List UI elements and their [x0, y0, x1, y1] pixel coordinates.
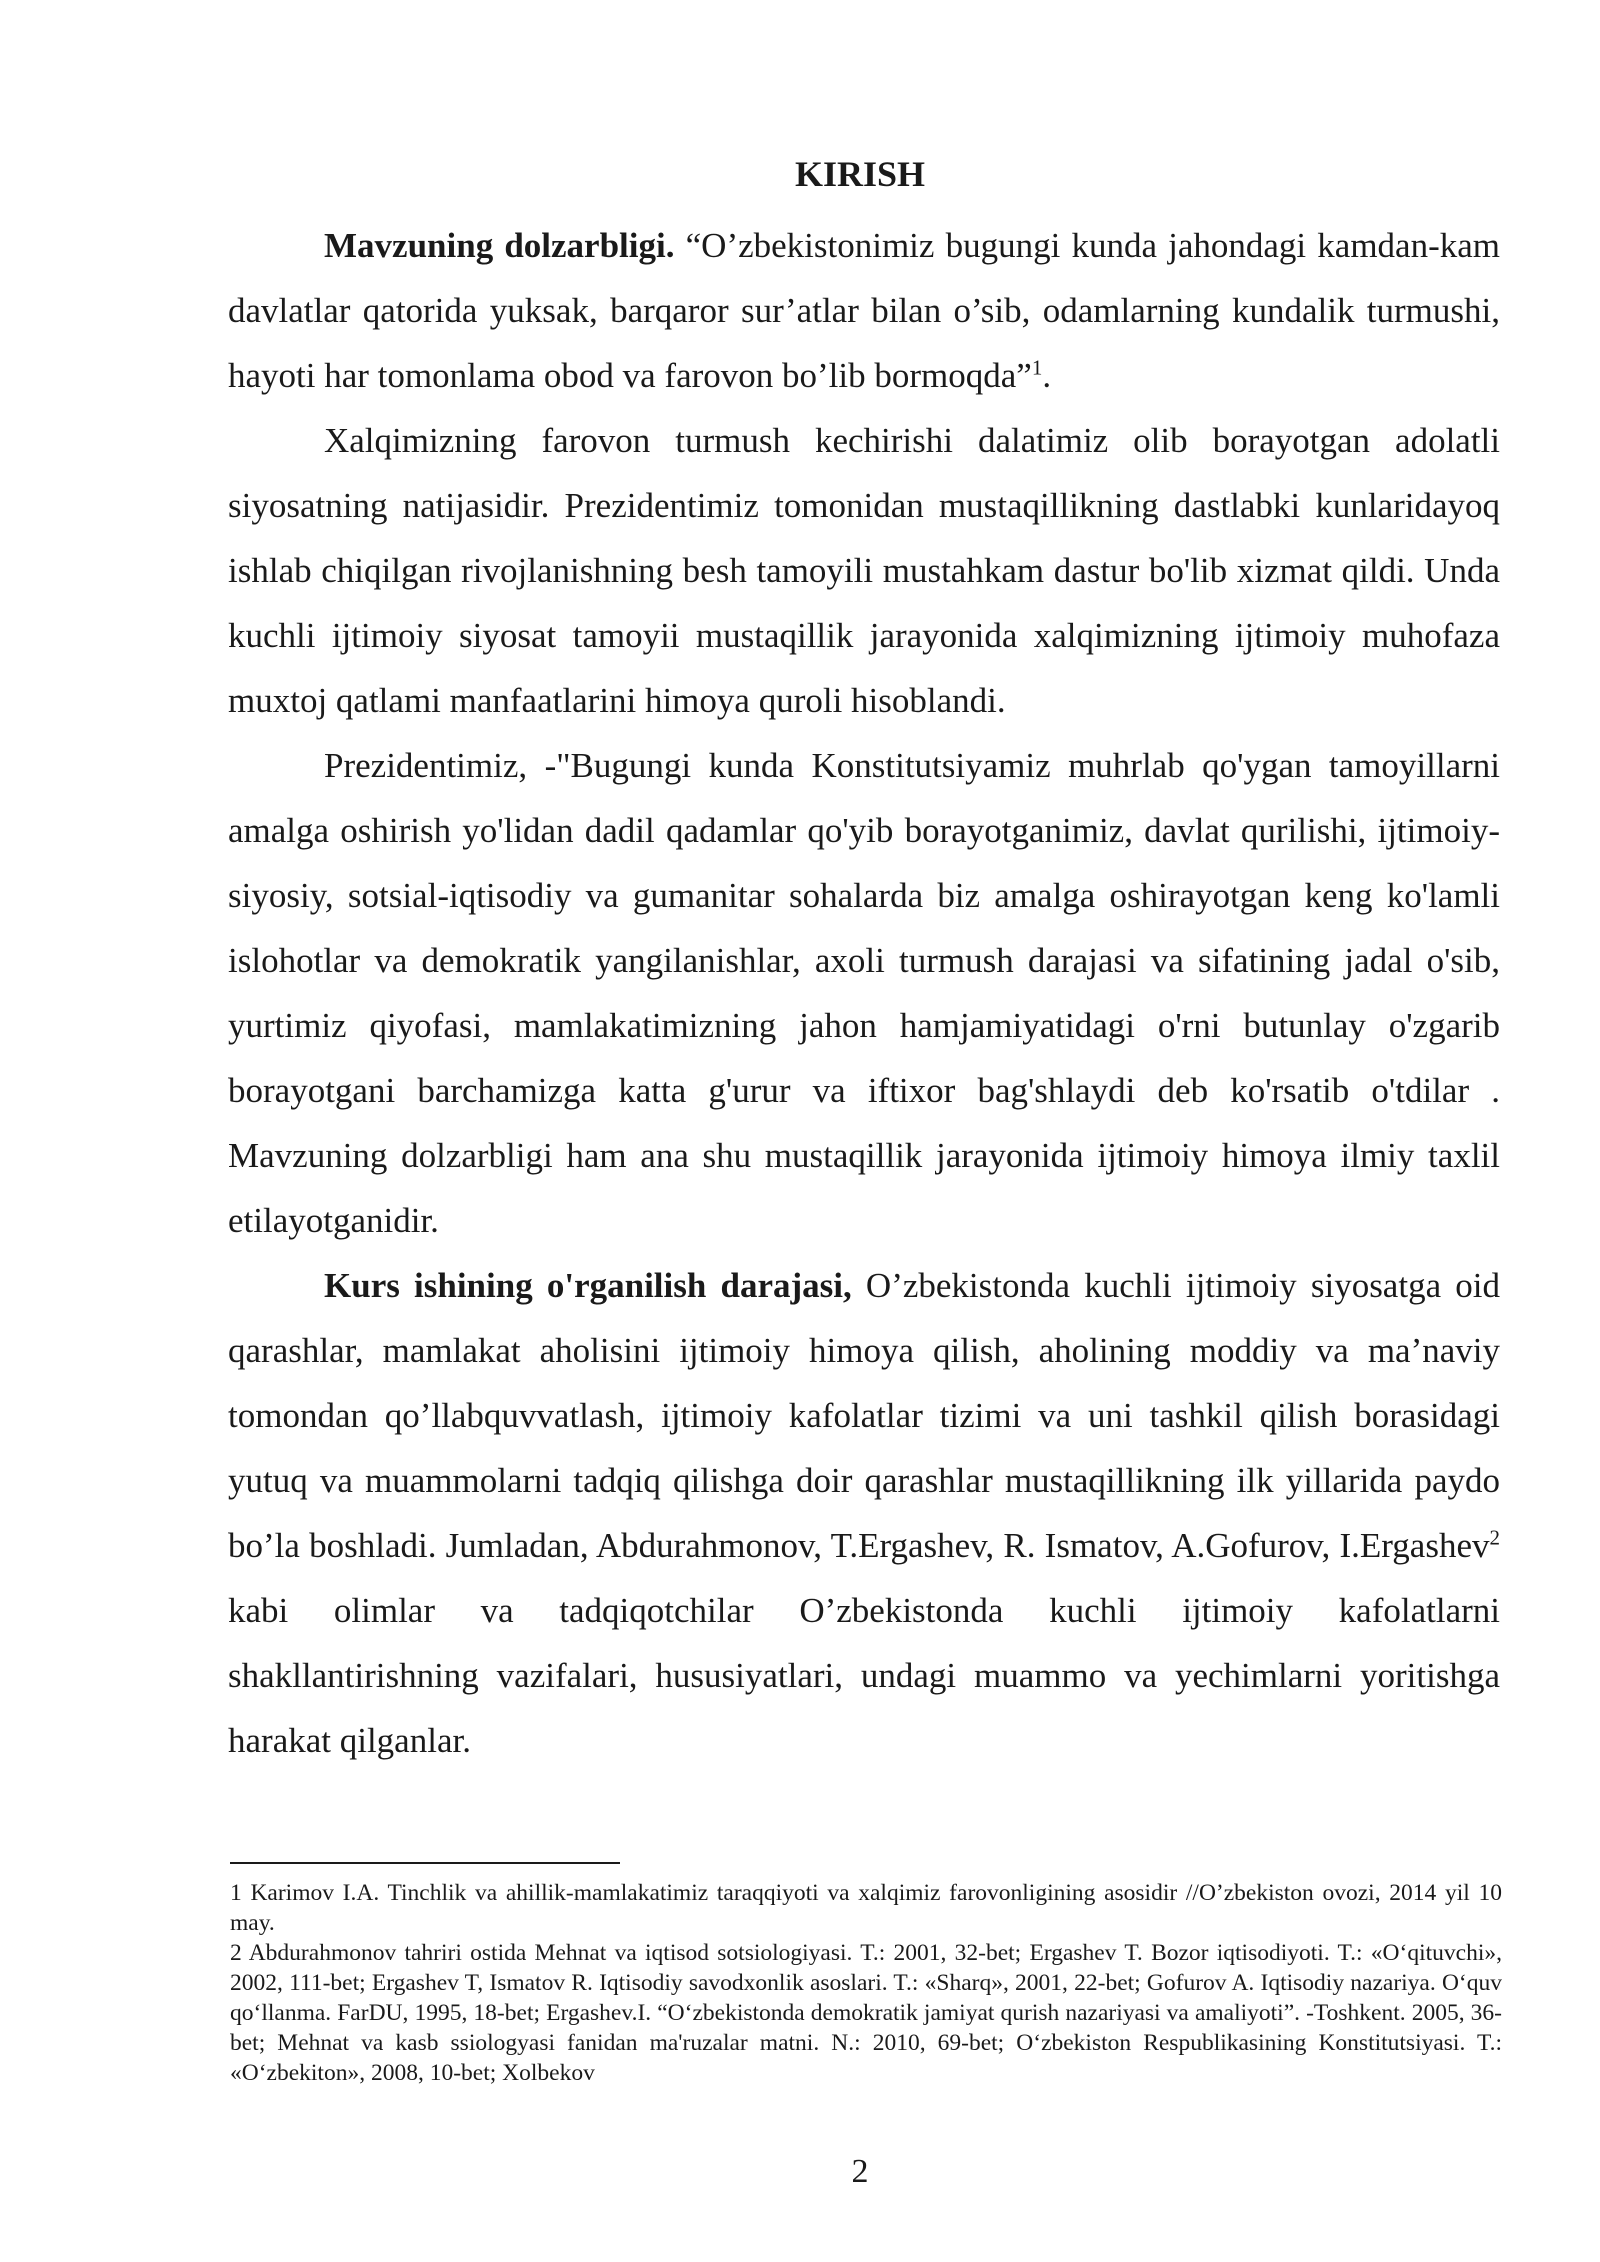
paragraph-lead-relevance: Mavzuning dolzarbligi.	[324, 226, 675, 265]
paragraph-tail: .	[1042, 356, 1052, 395]
footnote-ref-2: 2	[1489, 1525, 1500, 1550]
footnotes	[230, 1878, 1502, 2088]
page-number: 2	[851, 2153, 869, 2190]
paragraph-president-quote	[228, 733, 1500, 1253]
paragraph-text: “O’zbekistonimiz bugungi kunda jahondagi kamdan-kam davlatlar qatorida yuksak, barqaror sur’atlar bilan o’sib, odamlarning kundalik turmushi, hayoti har tomonlama obod va farovon bo’lib bormoqda”	[228, 226, 1500, 395]
footnote-ref-1: 1	[1031, 355, 1043, 380]
footnote-separator	[230, 1862, 620, 1864]
body-text	[228, 213, 1500, 1773]
paragraph-lead-study-level: Kurs ishining o'rganilish darajasi,	[324, 1266, 852, 1305]
paragraph-policy	[228, 408, 1500, 733]
paragraph-text: Xalqimizning farovon turmush kechirishi dalatimiz olib borayotgan adolatli siyosatning natijasidir. Prezidentimiz tomonidan mustaqillikning dastlabki kunlaridayoq ishlab chiqilgan rivojlanishning besh tamoyili mustahkam dastur bo'lib xizmat qildi. Unda kuchli ijtimoiy siyosat tamoyii mustaqillik jarayonida xalqimizning ijtimoiy muhofaza muxtoj qatlami manfaatlarini himoya quroli hisoblandi.	[228, 421, 1500, 720]
paragraph-relevance	[228, 213, 1500, 408]
paragraph-text: O’zbekistonda kuchli ijtimoiy siyosatga oid qarashlar, mamlakat aholisini ijtimoiy himoya qilish, aholining moddiy va ma’naviy tomondan qo’llabquvvatlash, ijtimoiy kafolatlar tizimi va uni tashkil qilish borasidagi yutuq va muammolarni tadqiq qilishga doir qarashlar mustaqillikning ilk yillarida paydo bo’la boshladi. Jumladan, Abdurahmonov, T.Ergashev, R. Ismatov, A.Gofurov, I.Ergashev	[228, 1266, 1500, 1565]
paragraph-text: Prezidentimiz, -"Bugungi kunda Konstitutsiyamiz muhrlab qo'ygan tamoyillarni amalga oshirish yo'lidan dadil qadamlar qo'yib borayotganimiz, davlat qurilishi, ijtimoiy-siyosiy, sotsial-iqtisodiy va gumanitar sohalarda biz amalga oshirayotgan keng ko'lamli islohotlar va demokratik yangilanishlar, axoli turmush darajasi va sifatining jadal o'sib, yurtimiz qiyofasi, mamlakatimizning jahon hamjamiyatidagi o'rni butunlay o'zgarib borayotgani barchamizga katta g'urur va iftixor bag'shlaydi deb ko'rsatib o'tdilar . Mavzuning dolzarbligi ham ana shu mustaqillik jarayonida ijtimoiy himoya ilmiy taxlil etilayotganidir.	[228, 746, 1500, 1240]
section-heading: KIRISH	[794, 154, 926, 194]
footnote-2: 2 Abdurahmonov tahriri ostida Mehnat va iqtisod sotsiologiyasi. T.: 2001, 32-bet; Ergashev T. Bozor iqtisodiyoti. T.: «O‘qituvchi», 2002, 111-bet; Ergashev T, Ismatov R. Iqtisodiy savodxonlik asoslari. T.: «Sharq», 2001, 22-bet; Gofurov A. Iqtisodiy nazariya. O‘quv qo‘llanma. FarDU, 1995, 18-bet; Ergashev.I. “O‘zbekistonda demokratik jamiyat qurish nazariyasi va amaliyoti”. -Toshkent. 2005, 36-bet; Mehnat va kasb ssiologyasi fanidan ma'ruzalar matni. N.: 2010, 69-bet; O‘zbekiston Respublikasining Konstitutsiyasi. T.: «O‘zbekiton», 2008, 10-bet; Xolbekov	[230, 1940, 1502, 2086]
footnote-1: 1 Karimov I.A. Tinchlik va ahillik-mamlakatimiz taraqqiyoti va xalqimiz farovonligining asosidir //O’zbekiston ovozi, 2014 yil 10 may.	[230, 1880, 1502, 1936]
paragraph-text: kabi olimlar va tadqiqotchilar O’zbekistonda kuchli ijtimoiy kafolatlarni shakllantirishning vazifalari, hususiyatlari, undagi muammo va yechimlarni yoritishga harakat qilganlar.	[228, 1591, 1500, 1760]
paragraph-study-level	[228, 1253, 1500, 1773]
